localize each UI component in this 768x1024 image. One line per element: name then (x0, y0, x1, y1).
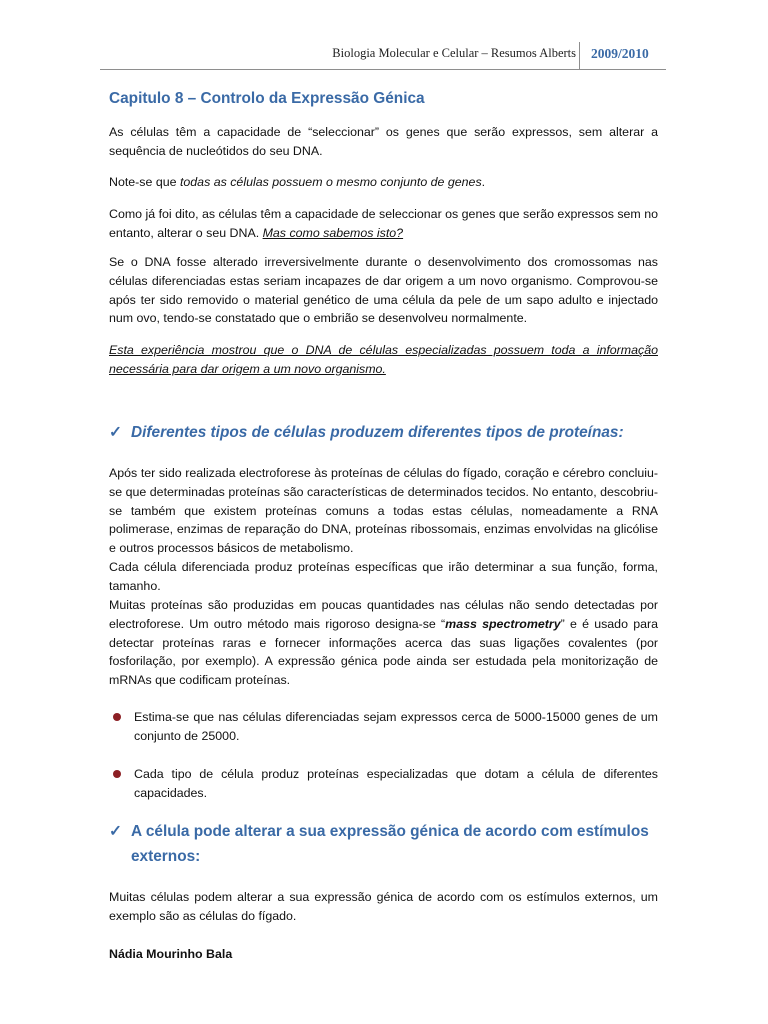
header-year: 2009/2010 (591, 46, 649, 61)
intro-paragraph-4: Se o DNA fosse alterado irreversivelmente durante o desenvolvimento dos cromossomas nas células diferenciadas estas seriam incapazes de dar origem a um novo organismo. Comprovou-se após ter sido removido o material genético de uma célula da pele de um sapo adulto e injectado num ovo, tendo-se constatado que o embrião se desenvolveu normalmente. (109, 255, 658, 326)
method-name: mass spectrometry (445, 616, 561, 631)
header-title: Biologia Molecular e Celular – Resumos Alberts (332, 46, 576, 60)
intro-paragraph-2: Note-se que todas as células possuem o mesmo conjunto de genes. (109, 175, 486, 189)
intro-paragraph-1: As células têm a capacidade de “seleccionar” os genes que serão expressos, sem alterar a sequência de nucleótidos do seu DNA. (109, 125, 658, 158)
bullet-icon (113, 713, 121, 721)
list-item: Estima-se que nas células diferenciadas sejam expressos cerca de 5000-15000 genes de um conjunto de 25000. (113, 708, 658, 746)
bullet-icon (113, 770, 121, 778)
experiment-conclusion: Esta experiência mostrou que o DNA de células especializadas possuem toda a informação necessária para dar origem a um novo organismo. (109, 343, 658, 376)
check-icon: ✓ (109, 424, 122, 441)
header-rule (100, 69, 666, 70)
section1-paragraph-3: Muitas proteínas são produzidas em poucas quantidades nas células não sendo detectadas por electroforese. Um outro método mais rigoroso designa-se “mass spectrometry” e é usado para detectar proteínas raras e fornecer informações acerca das suas ligações covalentes (por fosforilação, por exemplo). A expressão génica pode ainda ser estudada pela monitorização de mRNAs que codificam proteínas. (109, 598, 658, 688)
page-header (0, 42, 768, 72)
intro-emphasis: todas as células possuem o mesmo conjunto de genes (179, 175, 482, 189)
section1-paragraph-2: Cada célula diferenciada produz proteínas específicas que irão determinar a sua função, forma, tamanho. (109, 560, 658, 593)
section-heading-stimuli (109, 821, 649, 868)
check-icon: ✓ (109, 823, 122, 840)
section-heading-text: Diferentes tipos de células produzem diferentes tipos de proteínas: (131, 424, 624, 441)
header-divider (579, 42, 580, 69)
section-heading-proteins (109, 422, 624, 444)
list-item: Cada tipo de célula produz proteínas especializadas que dotam a célula de diferentes capacidades. (113, 765, 658, 803)
author-name: Nádia Mourinho Bala (109, 947, 233, 961)
section2-paragraph-1: Muitas células podem alterar a sua expressão génica de acordo com os estímulos externos, um exemplo são as células do fígado. (109, 890, 658, 923)
section1-paragraph-1: Após ter sido realizada electroforese às proteínas de células do fígado, coração e cérebro concluiu-se que determinadas proteínas são características de determinados tecidos. No entanto, descobriu-se também que existem proteínas comuns a todas estas células, nomeadamente a RNA polimerase, enzimas de reparação do DNA, proteínas ribossomais, enzimas envolvidas na glicólise e outros processos básicos de metabolismo. (109, 466, 658, 556)
intro-paragraph-3: Como já foi dito, as células têm a capacidade de seleccionar os genes que serão expressos sem no entanto, alterar o seu DNA. Mas como sabemos isto? (109, 207, 658, 240)
section-heading-text: A célula pode alterar a sua expressão génica de acordo com estímulos (131, 823, 649, 840)
intro-paragraph-5 (109, 341, 658, 379)
chapter-title: Capitulo 8 – Controlo da Expressão Génica (109, 90, 425, 107)
section-heading-text-continued: externos: (131, 848, 201, 865)
intro-question: Mas como sabemos isto? (262, 225, 404, 240)
